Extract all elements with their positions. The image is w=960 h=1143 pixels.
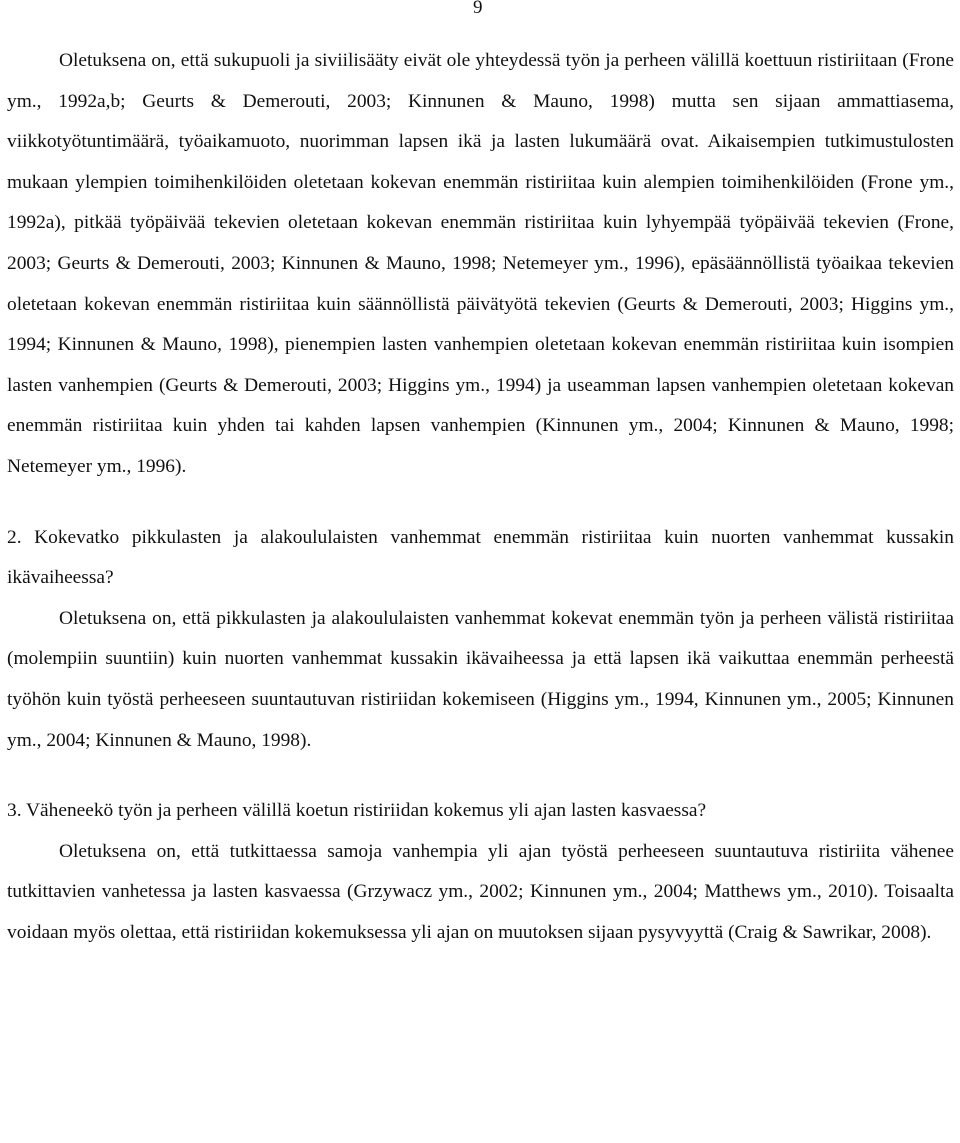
paragraph-hypothesis-1: Oletuksena on, että sukupuoli ja siviilisääty eivät ole yhteydessä työn ja perheen välillä koettuun ristiriitaan (Frone ym., 1992a,b; Geurts & Demerouti, 2003; Kinnunen & Mauno, 1998) mutta sen sijaan ammattiasema, viikkotyötuntimäärä, työaikamuoto, nuorimman lapsen ikä ja lasten lukumäärä ovat. Aikaisempien tutkimustulosten mukaan ylempien toimihenkilöiden oletetaan kokevan enemmän ristiriitaa kuin alempien toimihenkilöiden (Frone ym., 1992a), pitkää työpäivää tekevien oletetaan kokevan enemmän ristiriitaa kuin lyhyempää työpäivää tekevien (Frone, 2003; Geurts & Demerouti, 2003; Kinnunen & Mauno, 1998; Netemeyer ym., 1996), epäsäännöllistä työaikaa tekevien oletetaan kokevan enemmän ristiriitaa kuin säännöllistä päivätyötä tekevien (Geurts & Demerouti, 2003; Higgins ym., 1994; Kinnunen & Mauno, 1998), pienempien lasten vanhempien oletetaan kokevan enemmän ristiriitaa kuin isompien lasten vanhempien (Geurts & Demerouti, 2003; Higgins ym., 1994) ja useamman lapsen vanhempien oletetaan kokevan enemmän ristiriitaa kuin yhden tai kahden lapsen vanhempien (Kinnunen ym., 2004; Kinnunen & Mauno, 1998; Netemeyer ym., 1996). <box>7 50 954 477</box>
document-body <box>7 41 954 953</box>
page-number: 9 <box>473 0 483 18</box>
paragraph-hypothesis-3: Oletuksena on, että tutkittaessa samoja vanhempia yli ajan työstä perheeseen suuntautuva ristiriita vähenee tutkittavien vanhetessa ja lasten kasvaessa (Grzywacz ym., 2002; Kinnunen ym., 2004; Matthews ym., 2010). Toisaalta voidaan myös olettaa, että ristiriidan kokemuksessa yli ajan on muutoksen sijaan pysyvyyttä (Craig & Sawrikar, 2008). <box>7 840 954 943</box>
research-question-3: 3. Väheneekö työn ja perheen välillä koetun ristiriidan kokemus yli ajan lasten kasvaessa? <box>7 800 707 822</box>
paragraph-hypothesis-2: Oletuksena on, että pikkulasten ja alakoululaisten vanhemmat kokevat enemmän työn ja perheen välistä ristiriitaa (molempiin suuntiin) kuin nuorten vanhemmat kussakin ikävaiheessa ja että lapsen ikä vaikuttaa enemmän perheestä työhön kuin työstä perheeseen suuntautuvan ristiriidan kokemiseen (Higgins ym., 1994, Kinnunen ym., 2005; Kinnunen ym., 2004; Kinnunen & Mauno, 1998). <box>7 607 954 751</box>
paragraph-gap <box>7 761 954 791</box>
research-question-2: 2. Kokevatko pikkulasten ja alakoululaisten vanhemmat enemmän ristiriitaa kuin nuorten vanhemmat kussakin ikävaiheessa? <box>7 526 954 589</box>
paragraph-gap <box>7 488 954 518</box>
